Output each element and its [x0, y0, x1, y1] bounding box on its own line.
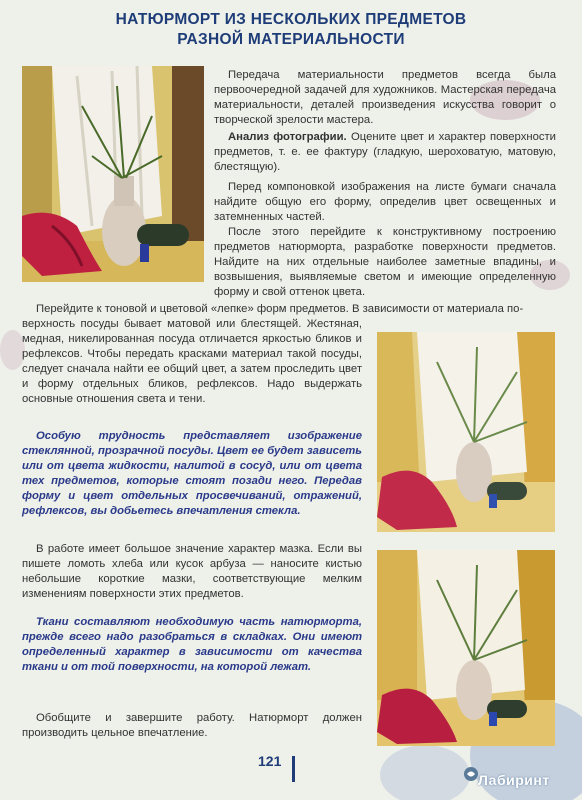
- paragraph-fabric-emphasis: Ткани составляют необходимую часть натюрморта, прежде всего надо разобраться в складках. Они имеют определенный характер в зависимости от качества ткани и от той поверхности, на которой лежат.: [22, 616, 362, 673]
- watercolor-study-1: [377, 332, 555, 532]
- paragraph-tonal-modeling-intro: Перейдите к тоновой и цветовой «лепке» форм предметов. В зависимости от материала по-: [36, 303, 524, 315]
- watercolor-study-2-illustration: [377, 550, 555, 746]
- title-line-2: РАЗНОЙ МАТЕРИАЛЬНОСТИ: [177, 31, 405, 48]
- paragraph-photo-analysis: Анализ фотографии. Оцените цвет и характер поверхности предметов, т. е. ее фактуру (гладкую, шероховатую, матовую, блестящую).: [214, 131, 556, 173]
- labirint-logo-icon: [463, 766, 479, 782]
- paragraph-tonal-modeling: верхность посуды бывает матовой или блестящей. Жестяная, медная, никелированная посуда отличается яркостью бликов и рефлексов. Чтобы передать красками материал такой посуды, следует сначала найти ее общий цвет, а затем проследить цвет и форму отдельных бликов, рефлексов. Надо выдержать основные отношения света и тени.: [22, 318, 362, 405]
- watercolor-study-2: [377, 550, 555, 746]
- page-number-divider: [292, 756, 295, 782]
- title-line-1: НАТЮРМОРТ ИЗ НЕСКОЛЬКИХ ПРЕДМЕТОВ: [115, 11, 467, 28]
- paragraph-intro: Передача материальности предметов всегда была первоочередной задачей для художников. Мастерская передача материальности, деталей произведения искусства говорит о творческой зрелости мастера.: [214, 69, 556, 126]
- paragraph-brush-stroke: В работе имеет большое значение характер мазка. Если вы пишете ломоть хлеба или кусок арбуза — наносите кистью небольшие короткие мазки, соответствующие мелким изменениям поверхности этих предметов.: [22, 543, 362, 600]
- watercolor-splash: [380, 745, 470, 800]
- brand-watermark: Лабиринт: [478, 772, 550, 788]
- still-life-photo-illustration: [22, 66, 204, 282]
- page-number: 121: [258, 753, 282, 769]
- paragraph-glass-emphasis: Особую трудность представляет изображение стеклянной, прозрачной посуды. Цвет ее будет зависеть или от цвета жидкости, налитой в сосуд, или от цвета тех предметов, которые стоят позади него. Передав форму и цвет отдельных просвечиваний, отражений, рефлексов, вы добьетесь впечатления стекла.: [22, 430, 362, 517]
- paragraph-construction: После этого перейдите к конструктивному построению предметов натюрморта, разработке поверхности предметов. Найдите на них отдельные наиболее заметные впадины, и возвышения, выявляемые светом и имеющие определенную форму и свой оттенок цвета.: [214, 226, 556, 298]
- page-title: [60, 10, 522, 50]
- watercolor-study-1-illustration: [377, 332, 555, 532]
- paragraph-composition: Перед компоновкой изображения на листе бумаги сначала найдите общую его форму, определив цвет освещенных и затемненных частей.: [214, 181, 556, 223]
- paragraph-conclusion: Обобщите и завершите работу. Натюрморт должен производить цельное впечатление.: [22, 712, 362, 739]
- still-life-photo: [22, 66, 204, 282]
